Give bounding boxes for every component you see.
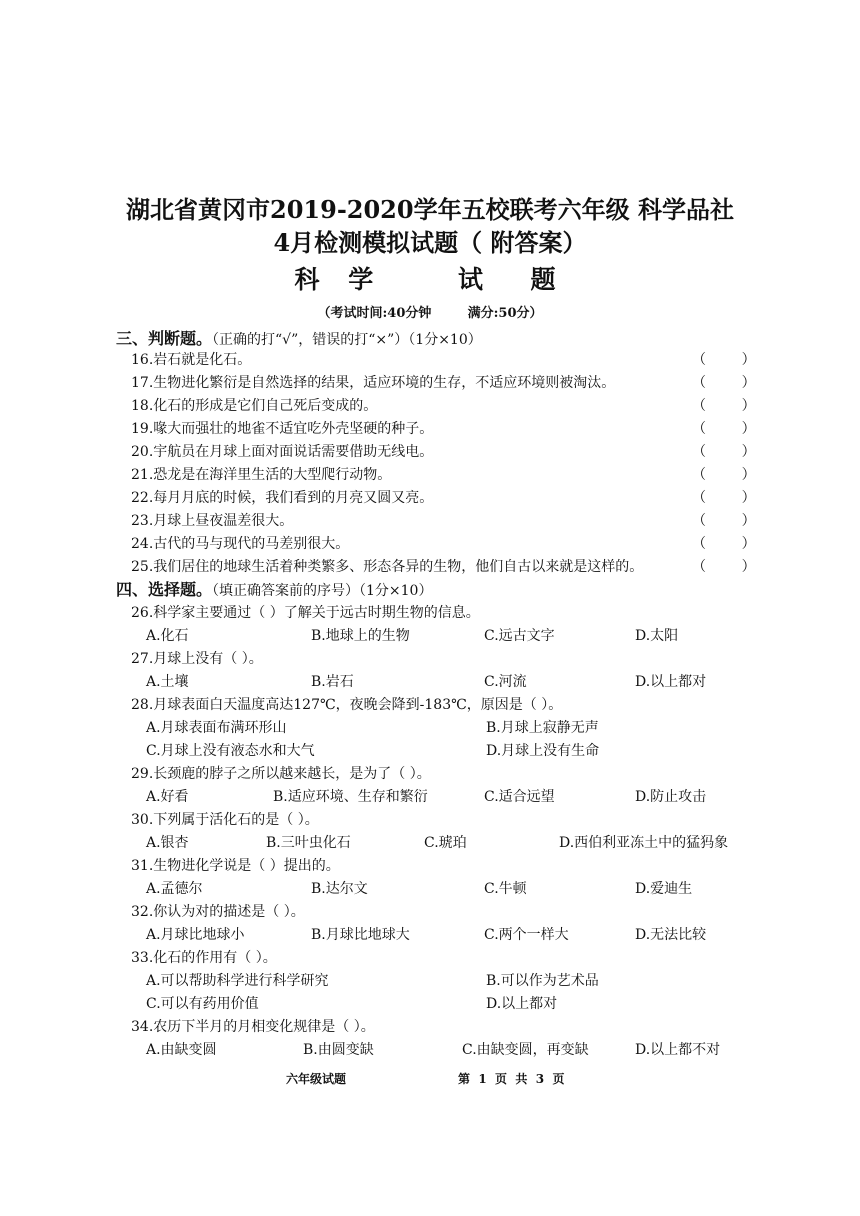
option-29-a[interactable]: A.好看 bbox=[146, 789, 189, 805]
answer-paren-21[interactable]: （ ） bbox=[692, 467, 756, 483]
answer-paren-17[interactable]: （ ） bbox=[692, 375, 756, 391]
option-30-b[interactable]: B.三叶虫化石 bbox=[266, 835, 351, 851]
answer-paren-18[interactable]: （ ） bbox=[692, 398, 756, 414]
choice-question-26: 26.科学家主要通过（ ）了解关于远古时期生物的信息。 bbox=[131, 605, 480, 621]
option-30-d[interactable]: D.西伯利亚冻土中的猛犸象 bbox=[559, 835, 729, 851]
option-27-b[interactable]: B.岩石 bbox=[311, 674, 354, 690]
answer-paren-20[interactable]: （ ） bbox=[692, 444, 756, 460]
option-31-b[interactable]: B.达尔文 bbox=[311, 881, 368, 897]
choice-question-30: 30.下列属于活化石的是（ ）。 bbox=[131, 812, 319, 828]
option-34-b[interactable]: B.由圆变缺 bbox=[303, 1042, 374, 1058]
option-33-a[interactable]: A.可以帮助科学进行科学研究 bbox=[146, 973, 329, 989]
option-33-d[interactable]: D.以上都对 bbox=[486, 996, 558, 1012]
option-34-c[interactable]: C.由缺变圆，再变缺 bbox=[462, 1042, 589, 1058]
option-30-a[interactable]: A.银杏 bbox=[146, 835, 189, 851]
option-27-d[interactable]: D.以上都对 bbox=[635, 674, 707, 690]
option-30-c[interactable]: C.琥珀 bbox=[424, 835, 467, 851]
option-33-c[interactable]: C.可以有药用价值 bbox=[146, 996, 259, 1012]
answer-paren-16[interactable]: （ ） bbox=[692, 352, 756, 368]
section-4-header bbox=[116, 580, 432, 601]
judge-question-18: 18.化石的形成是它们自己死后变成的。 bbox=[131, 398, 378, 414]
option-34-a[interactable]: A.由缺变圆 bbox=[146, 1042, 217, 1058]
section-3-header bbox=[116, 329, 482, 350]
option-31-a[interactable]: A.孟德尔 bbox=[146, 881, 203, 897]
judge-question-19: 19.喙大而强壮的地雀不适宜吃外壳坚硬的种子。 bbox=[131, 421, 434, 437]
choice-question-29: 29.长颈鹿的脖子之所以越来越长，是为了（ ）。 bbox=[131, 766, 431, 782]
judge-question-23: 23.月球上昼夜温差很大。 bbox=[131, 513, 294, 529]
subject-heading: 科 学 试 题 bbox=[294, 265, 566, 294]
title-line-1: 湖北省黄冈市2019-2020学年五校联考六年级 科学品社 bbox=[126, 195, 734, 224]
answer-paren-24[interactable]: （ ） bbox=[692, 536, 756, 552]
judge-question-17: 17.生物进化繁衍是自然选择的结果，适应环境的生存，不适应环境则被淘汰。 bbox=[131, 375, 616, 391]
option-26-d[interactable]: D.太阳 bbox=[635, 628, 679, 644]
judge-question-25: 25.我们居住的地球生活着种类繁多、形态各异的生物，他们自古以来就是这样的。 bbox=[131, 559, 644, 575]
title-line-2: 4月检测模拟试题（ 附答案） bbox=[273, 228, 587, 257]
section-3-heading: 三、判断题。 bbox=[116, 329, 213, 348]
option-34-d[interactable]: D.以上都不对 bbox=[635, 1042, 721, 1058]
option-29-d[interactable]: D.防止攻击 bbox=[635, 789, 707, 805]
option-28-d[interactable]: D.月球上没有生命 bbox=[486, 743, 600, 759]
choice-question-34: 34.农历下半月的月相变化规律是（ ）。 bbox=[131, 1019, 375, 1035]
option-32-a[interactable]: A.月球比地球小 bbox=[146, 927, 245, 943]
option-28-b[interactable]: B.月球上寂静无声 bbox=[486, 720, 599, 736]
choice-question-27: 27.月球上没有（ ）。 bbox=[131, 651, 263, 667]
judge-question-20: 20.宇航员在月球上面对面说话需要借助无线电。 bbox=[131, 444, 434, 460]
option-28-c[interactable]: C.月球上没有液态水和大气 bbox=[146, 743, 315, 759]
option-26-a[interactable]: A.化石 bbox=[146, 628, 189, 644]
judge-question-24: 24.古代的马与现代的马差别很大。 bbox=[131, 536, 350, 552]
answer-paren-25[interactable]: （ ） bbox=[692, 559, 756, 575]
answer-paren-22[interactable]: （ ） bbox=[692, 490, 756, 506]
footer-page-number: 第 1 页 共 3 页 bbox=[458, 1072, 565, 1086]
answer-paren-23[interactable]: （ ） bbox=[692, 513, 756, 529]
option-26-c[interactable]: C.远古文字 bbox=[484, 628, 555, 644]
option-29-c[interactable]: C.适合远望 bbox=[484, 789, 555, 805]
option-31-c[interactable]: C.牛顿 bbox=[484, 881, 527, 897]
judge-question-22: 22.每月月底的时候，我们看到的月亮又圆又亮。 bbox=[131, 490, 434, 506]
choice-question-31: 31.生物进化学说是（ ）提出的。 bbox=[131, 858, 340, 874]
option-27-a[interactable]: A.土壤 bbox=[146, 674, 189, 690]
option-32-d[interactable]: D.无法比较 bbox=[635, 927, 707, 943]
choice-question-28: 28.月球表面白天温度高达127℃，夜晚会降到-183℃，原因是（ ）。 bbox=[131, 697, 563, 713]
option-32-b[interactable]: B.月球比地球大 bbox=[311, 927, 410, 943]
choice-question-33: 33.化石的作用有（ ）。 bbox=[131, 950, 277, 966]
judge-question-16: 16.岩石就是化石。 bbox=[131, 352, 252, 368]
exam-info: （考试时间:40分钟 满分:50分） bbox=[317, 306, 543, 321]
section-3-note: （正确的打“√”，错误的打“×”）（1分×10） bbox=[212, 332, 482, 348]
footer-grade-label: 六年级试题 bbox=[286, 1072, 347, 1086]
option-29-b[interactable]: B.适应环境、生存和繁衍 bbox=[273, 789, 428, 805]
choice-question-32: 32.你认为对的描述是（ ）。 bbox=[131, 904, 305, 920]
section-4-heading: 四、选择题。 bbox=[116, 580, 213, 599]
option-26-b[interactable]: B.地球上的生物 bbox=[311, 628, 410, 644]
option-28-a[interactable]: A.月球表面布满环形山 bbox=[146, 720, 287, 736]
answer-paren-19[interactable]: （ ） bbox=[692, 421, 756, 437]
option-27-c[interactable]: C.河流 bbox=[484, 674, 527, 690]
option-33-b[interactable]: B.可以作为艺术品 bbox=[486, 973, 599, 989]
judge-question-21: 21.恐龙是在海洋里生活的大型爬行动物。 bbox=[131, 467, 392, 483]
option-32-c[interactable]: C.两个一样大 bbox=[484, 927, 569, 943]
option-31-d[interactable]: D.爱迪生 bbox=[635, 881, 693, 897]
section-4-note: （填正确答案前的序号）（1分×10） bbox=[212, 583, 433, 599]
